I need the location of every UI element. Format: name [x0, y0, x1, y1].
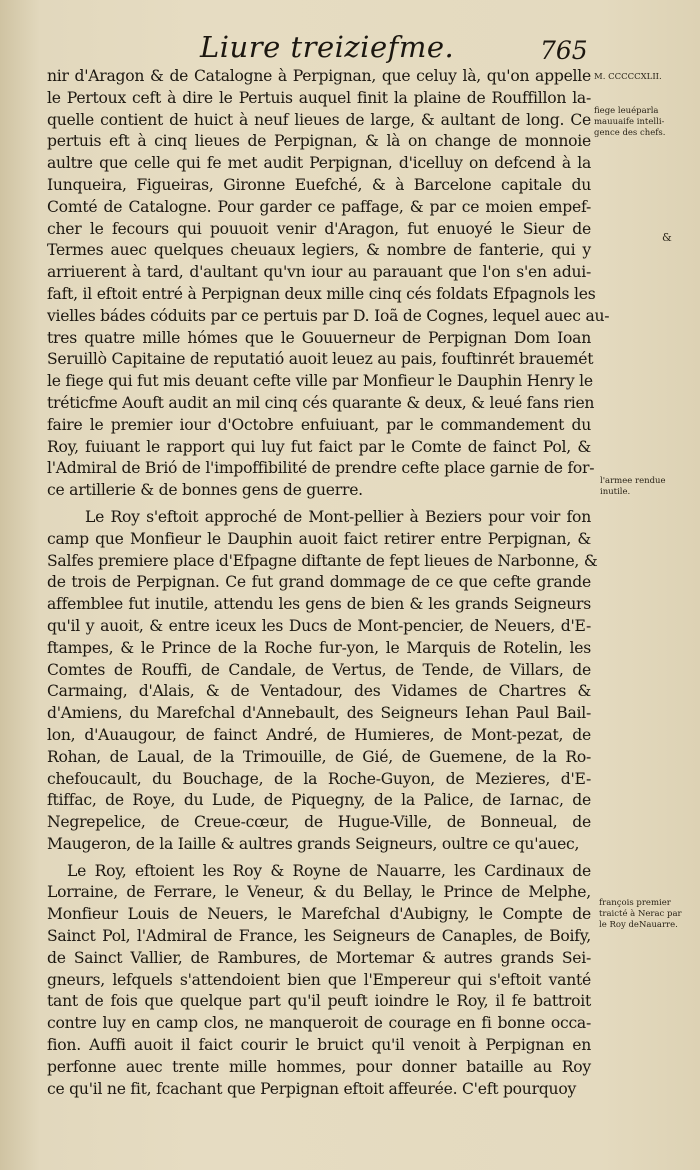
margin-line: inutile.: [600, 487, 631, 497]
running-title: Liure treiziefme.: [200, 30, 455, 64]
text-line: Termes auec quelques cheuaux legiers, & nombre de fanterie, qui y: [47, 241, 591, 260]
text-line: ftampes, & le Prince de la Roche fur-yon, le Marquis de Rotelin, les: [47, 638, 591, 657]
text-line: gneurs, lefquels s'attendoient bien que l'Empereur qui s'eftoit vanté: [47, 970, 591, 989]
page-number: 765: [540, 36, 588, 65]
margin-line: gence des chefs.: [594, 128, 666, 138]
margin-line: M. CCCCCXLII.: [594, 72, 662, 82]
text-line: Le Roy, eftoient les Roy & Royne de Nauarre, les Cardinaux de: [67, 861, 591, 880]
margin-note-mark: [662, 232, 700, 243]
text-line: pertuis eft à cinq lieues de Perpignan, & là on change de monnoie: [47, 132, 591, 151]
margin-note-francois: [599, 898, 700, 931]
margin-note-armee: [600, 476, 700, 498]
text-line: d'Amiens, du Marefchal d'Annebault, des Seigneurs Iehan Paul Bail-: [47, 704, 591, 723]
margin-line: l'armee rendue: [600, 476, 666, 486]
text-line: Lorraine, de Ferrare, le Veneur, & du Bellay, le Prince de Melphe,: [47, 883, 591, 902]
text-line: contre luy en camp clos, ne manqueroit de courage en fi bonne occa-: [47, 1014, 591, 1033]
text-line: faire le premier iour d'Octobre enfuiuant, par le commandement du: [47, 415, 591, 434]
text-line: Carmaing, d'Alais, & de Ventadour, des Vidames de Chartres &: [47, 682, 591, 701]
text-line: Monfieur Louis de Neuers, le Marefchal d'Aubigny, le Compte de: [47, 905, 591, 924]
margin-note-siege: [594, 106, 696, 139]
text-line: arriuerent à tard, d'aultant qu'vn iour au parauant que l'on s'en adui-: [47, 263, 591, 282]
text-line: Iunqueira, Figueiras, Gironne Euefché, & à Barcelone capitale du: [47, 175, 591, 194]
text-line: tréticfme Aouft audit an mil cinq cés quarante & deux, & leué fans rien: [47, 393, 595, 412]
text-line: quelle contient de huict à neuf lieues de large, & aultant de long. Ce: [47, 110, 591, 129]
text-line: tres quatre mille hómes que le Gouuerneur de Perpignan Dom Ioan: [47, 328, 591, 347]
text-line: nir d'Aragon & de Catalogne à Perpignan, que celuy là, qu'on appelle: [47, 67, 591, 85]
margin-line: françois premier: [599, 898, 671, 908]
text-line: vielles bádes códuits par ce pertuis par D. Ioã de Cognes, lequel auec au-: [47, 306, 610, 325]
text-line: ftiffac, de Roye, du Lude, de Piquegny, de la Palice, de Iarnac, de: [47, 791, 591, 810]
body-text: [47, 66, 610, 1100]
text-line: le fiege qui fut mis deuant cefte ville par Monfieur le Dauphin Henry le: [47, 372, 593, 391]
text-line: de trois de Perpignan. Ce fut grand dommage de ce que cefte grande: [47, 573, 591, 592]
margin-line: traicté à Nerac par: [599, 909, 682, 919]
text-line: camp que Monfieur le Dauphin auoit faict retirer entre Perpignan, &: [47, 529, 591, 548]
margin-line: fiege leuéparla: [594, 106, 659, 116]
text-line: perfonne auec trente mille hommes, pour donner bataille au Roy: [47, 1057, 591, 1076]
margin-line: &: [662, 231, 672, 244]
text-line: fion. Auffi auoit il faict courir le bruict qu'il venoit à Perpignan en: [47, 1036, 591, 1055]
text-line: Comté de Catalogne. Pour garder ce paffage, & par ce moien empef-: [47, 197, 591, 216]
text-line: ce qu'il ne fit, fcachant que Perpignan eftoit affeurée. C'eft pourquoy: [47, 1079, 577, 1098]
text-line: lon, d'Auaugour, de fainct André, de Humieres, de Mont-pezat, de: [47, 725, 591, 744]
text-line: cher le fecours qui pouuoit venir d'Aragon, fut enuoyé le Sieur de: [47, 219, 591, 238]
margin-line: le Roy deNauarre.: [599, 920, 678, 930]
text-line: Negrepelice, de Creue-cœur, de Hugue-Ville, de Bonneual, de: [47, 813, 591, 832]
text-line: Rohan, de Laual, de la Trimouille, de Gié, de Guemene, de la Ro-: [47, 747, 591, 766]
text-line: Salfes premiere place d'Efpagne diftante de fept lieues de Narbonne, &: [47, 551, 598, 570]
text-line: tant de fois que quelque part qu'il peuft ioindre le Roy, il fe battroit: [47, 992, 591, 1011]
text-line: faft, il eftoit entré à Perpignan deux mille cinq cés foldats Efpagnols les: [47, 284, 596, 303]
text-line: aultre que celle qui fe met audit Perpignan, d'icelluy on defcend à la: [47, 154, 591, 173]
text-line: ce artillerie & de bonnes gens de guerre.: [47, 481, 363, 500]
text-line: affemblee fut inutile, attendu les gens de bien & les grands Seigneurs: [47, 595, 591, 614]
text-line: Le Roy s'eftoit approché de Mont-pellier à Beziers pour voir fon: [85, 507, 591, 526]
text-line: chefoucault, du Bouchage, de la Roche-Guyon, de Mezieres, d'E-: [47, 769, 591, 788]
text-line: Comtes de Rouffi, de Candale, de Vertus, de Tende, de Villars, de: [47, 660, 591, 679]
text-line: Roy, fuiuant le rapport qui luy fut faict par le Comte de fainct Pol, &: [47, 437, 591, 456]
text-line: Maugeron, de la Iaille & aultres grands Seigneurs, oultre ce qu'auec,: [47, 834, 580, 853]
margin-note-year: [594, 72, 696, 83]
text-line: Seruillò Capitaine de reputatió auoit leuez au pais, fouftinrét brauemét: [47, 350, 594, 369]
text-line: le Pertoux ceft à dire le Pertuis auquel finit la plaine de Rouffillon la-: [47, 88, 591, 107]
page-header: [190, 28, 590, 70]
text-line: Sainct Pol, l'Admiral de France, les Seigneurs de Canaples, de Boify,: [47, 927, 591, 946]
text-line: l'Admiral de Brió de l'impoffibilité de prendre cefte place garnie de for-: [47, 459, 595, 478]
text-line: de Sainct Vallier, de Rambures, de Mortemar & autres grands Sei-: [47, 948, 591, 967]
text-line: qu'il y auoit, & entre iceux les Ducs de Mont-pencier, de Neuers, d'E-: [47, 616, 591, 635]
margin-line: mauuaife intelli-: [594, 117, 665, 127]
